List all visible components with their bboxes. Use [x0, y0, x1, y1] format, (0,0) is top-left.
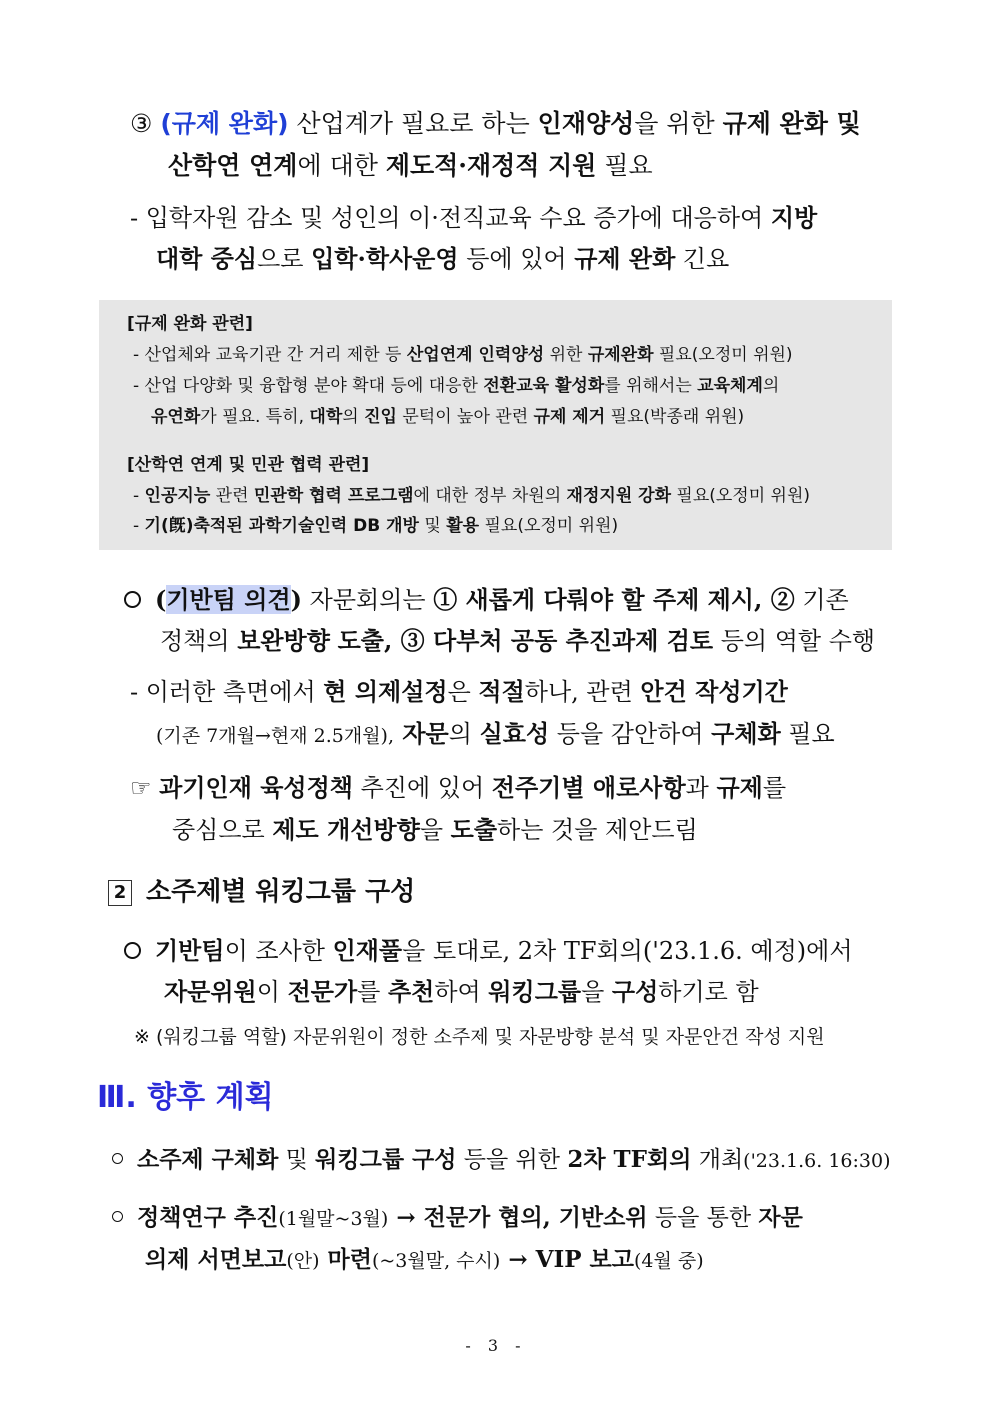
section-heading-future-plan: Ⅲ. 향후 계획: [97, 1080, 274, 1115]
text: 하기로 함: [658, 978, 759, 1006]
text-bold: 2차 TF회의: [567, 1146, 692, 1173]
dash2-line1: [130, 676, 788, 708]
text: 를 위해서는: [604, 376, 698, 396]
box-heading-regulation: [규제 완화 관련]: [127, 314, 253, 334]
plan-item-2: [112, 1202, 803, 1235]
text-bold: 대학: [309, 407, 343, 427]
text: 하나, 관련: [524, 678, 641, 706]
text-bold: 기(旣)축적된 과학기술인력 DB 개방: [144, 516, 419, 536]
item3-line2: [168, 150, 653, 182]
text-bold: 적절: [478, 677, 525, 706]
text-bold: 구성: [611, 977, 659, 1006]
text: 필요: [780, 720, 835, 748]
text-bold: 안건 작성기간: [640, 677, 788, 706]
text-bold: ): [290, 585, 302, 614]
text: 의: [342, 407, 365, 427]
text-bold: 전문가: [287, 977, 358, 1006]
section-title: 소주제별 워킹그룹 구성: [146, 877, 416, 907]
text: 을 위한: [634, 109, 723, 138]
dash1-line2: [156, 243, 729, 275]
text-bold: 추천: [387, 977, 435, 1006]
text-bold: 워킹그룹: [488, 977, 582, 1006]
text: 과: [685, 774, 717, 802]
text-bold: 지방: [770, 203, 818, 232]
text: 필요(오정미 위원): [671, 486, 811, 506]
text: 필요: [596, 151, 653, 180]
highlighted-label: 기반팀 의견: [166, 585, 291, 614]
arrow: →: [500, 1246, 536, 1273]
text: 을: [581, 978, 612, 1006]
text: 문턱이 높아 관련: [396, 407, 534, 427]
box-item: [133, 343, 793, 367]
text-small: (1월말~3월): [278, 1208, 389, 1230]
text-bold: 의제 서면보고: [145, 1246, 287, 1273]
text-bold: 진입: [364, 407, 397, 427]
text-bold: 구체화: [711, 719, 781, 748]
text-bold: 규제: [716, 773, 763, 802]
text-bold: 인재양성: [537, 109, 635, 138]
text-bold: 전주기별 애로사항: [491, 773, 686, 802]
pointing-hand-icon: ☞: [130, 774, 152, 802]
page-number: - 3 -: [465, 1336, 527, 1355]
bullet-circle-icon: [124, 942, 141, 959]
text-bold: 워킹그룹 구성: [315, 1146, 457, 1173]
text-bold: 재정지원 강화: [566, 486, 671, 506]
text: [330, 627, 338, 655]
text-bold: 전문가 협의, 기반소위: [423, 1204, 648, 1231]
text: 긴요: [675, 245, 730, 273]
plan-item-2-cont: [145, 1244, 704, 1277]
text: 에 대한: [297, 151, 386, 180]
text-bold: 현 의제설정: [323, 677, 448, 706]
text: 기존: [794, 586, 849, 614]
section-number-box: 2: [108, 880, 132, 906]
text: 의: [762, 376, 780, 396]
plan-item-1: [112, 1144, 891, 1177]
item3-tag: (규제 완화): [160, 109, 289, 138]
text: 개최: [691, 1147, 744, 1173]
text: 을: [419, 816, 451, 844]
text-bold: 교육체계: [697, 376, 763, 396]
text: 중심으로: [172, 816, 273, 844]
opinion-line2: [160, 625, 875, 657]
text-bold: 제도 개선방향: [272, 815, 420, 844]
text-bold: 입학·학사운영: [311, 244, 459, 273]
text-bold: 민관학 협력 프로그램: [253, 486, 414, 506]
text-small: ('23.1.6. 16:30): [743, 1150, 891, 1172]
text: - 산업 다양화 및 융합형 분야 확대 등에 대응한: [133, 376, 484, 396]
text-small: (기존 7개월→현재 2.5개월),: [156, 725, 395, 747]
box-item-cont: [151, 405, 744, 429]
text-bold: 산학연 연계: [168, 151, 298, 180]
text: - 산업체와 교육기관 간 거리 제한 등: [133, 345, 407, 365]
text-bold: VIP 보고: [535, 1246, 634, 1273]
text: 및: [278, 1147, 316, 1173]
text: 은: [447, 678, 479, 706]
box-item: [133, 514, 618, 538]
text-small: (안): [286, 1250, 320, 1272]
box-item: [133, 484, 810, 508]
text-bold: 도출, ③ 다부처 공동 추진과제 검토: [337, 626, 714, 655]
text-bold: 마련: [319, 1246, 372, 1273]
item3-line1: [130, 108, 861, 140]
dash2-line2: [156, 718, 835, 752]
text: 관련: [210, 486, 254, 506]
text: 위한: [544, 345, 588, 365]
text-bold: 제도적·재정적 지원: [385, 151, 597, 180]
text-small: (~3월말, 수시): [371, 1250, 501, 1272]
text-bold: 인공지능: [144, 486, 211, 506]
text: 을 토대로, 2차 TF회의('23.1.6. 예정)에서: [402, 937, 853, 965]
text: 등에 있어: [458, 245, 575, 273]
text-bold: 정책연구 추진: [137, 1204, 279, 1231]
text-bold: 규제 완화 및: [722, 109, 861, 138]
text: - 이러한 측면에서: [130, 678, 324, 706]
text: 자문회의는: [302, 586, 434, 614]
text: 추진에 있어: [352, 774, 492, 802]
text-bold: 대학 중심: [156, 244, 258, 273]
box-item: [133, 374, 779, 398]
suggest-line2: [172, 814, 698, 846]
text: 하여: [434, 978, 489, 1006]
text: 및: [418, 516, 447, 536]
text-bold: 산업연계 인력양성: [406, 345, 545, 365]
text-bold: (: [155, 585, 167, 614]
text-bold: 소주제 구체화: [137, 1146, 279, 1173]
text-bold: 과기인재 육성정책: [159, 773, 353, 802]
text-bold: 인재풀: [332, 936, 403, 965]
text: 정책의: [160, 627, 238, 655]
committee-opinions-box: [99, 300, 892, 550]
text-bold: 실효성: [479, 719, 550, 748]
text: - 입학자원 감소 및 성인의 이·전직교육 수요 증가에 대응하여: [130, 204, 771, 232]
text-bold: 기반팀: [155, 936, 225, 965]
text-bold: 자문: [758, 1204, 803, 1231]
bullet-small-circle-icon: [112, 1211, 123, 1222]
text-bold: 규제완화: [587, 345, 654, 365]
text: 산업계가 필요로 하는: [288, 109, 538, 138]
suggest-line1: [130, 772, 786, 804]
text: 하는 것을 제안드림: [497, 816, 698, 844]
wg-line2: [164, 976, 759, 1008]
bullet-small-circle-icon: [112, 1153, 123, 1164]
text: 에 대한 정부 차원의: [413, 486, 567, 506]
arrow: →: [388, 1204, 424, 1231]
opinion-line1: [124, 584, 849, 616]
text: -: [133, 486, 145, 506]
wg-line1: [124, 935, 853, 967]
text: 등을 위한: [456, 1147, 568, 1173]
text-bold: 활용: [446, 516, 480, 536]
text: 등의 역할 수행: [713, 627, 876, 655]
text-bold: 유연화: [151, 407, 201, 427]
text: 필요(오정미 위원): [653, 345, 793, 365]
text-bold: 전환교육 활성화: [483, 376, 605, 396]
dash1-line1: [130, 202, 817, 234]
text: [152, 774, 160, 802]
text-bold: 도출: [450, 815, 498, 844]
text-bold: ① 새롭게 다뤄야 할 주제 제시, ②: [433, 585, 795, 614]
text-bold: 규제 제거: [533, 407, 606, 427]
text: 가 필요. 특히,: [200, 407, 310, 427]
text: 이: [256, 978, 288, 1006]
wg-note: ※ (워킹그룹 역할) 자문위원이 정한 소주제 및 자문방향 분석 및 자문안건 작성 지원: [134, 1026, 825, 1048]
text: 필요(오정미 위원): [479, 516, 619, 536]
text-bold: 규제 완화: [574, 244, 676, 273]
text: 를: [762, 774, 787, 802]
bullet-circle-icon: [124, 591, 141, 608]
text: 등을 감안하여: [549, 720, 712, 748]
text: 를: [357, 978, 388, 1006]
text: 이 조사한: [224, 937, 333, 965]
text: 으로: [257, 245, 312, 273]
text-bold: 자문위원: [164, 977, 257, 1006]
text: 필요(박종래 위원): [605, 407, 745, 427]
text: 의: [448, 720, 480, 748]
text-bold: 자문: [394, 719, 449, 748]
text-small: (4월 중): [633, 1250, 704, 1272]
text-bold: 보완방향: [237, 626, 330, 655]
box-heading-collab: [산학연 연계 및 민관 협력 관련]: [127, 455, 370, 475]
text: -: [133, 516, 145, 536]
item3-marker: ③: [130, 109, 153, 138]
section-heading-working-group: [108, 876, 415, 908]
text: 등을 통한: [647, 1205, 759, 1231]
